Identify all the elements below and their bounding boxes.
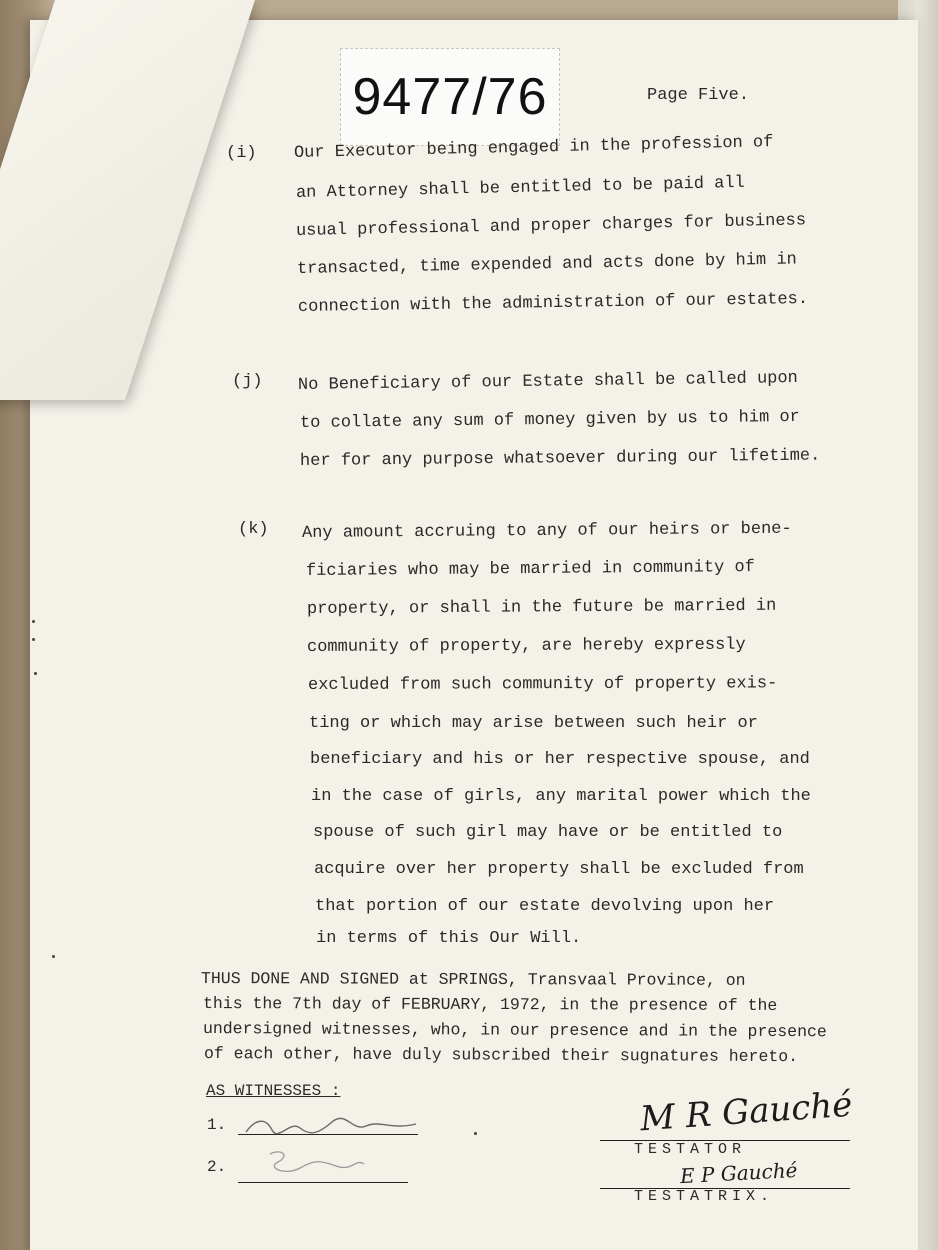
clause-k-line: ting or which may arise between such heir or [309, 714, 758, 733]
clause-i-line: connection with the administration of our estates. [297, 289, 809, 317]
attestation-line: of each other, have duly subscribed their sugnatures hereto. [203, 1044, 799, 1067]
clause-i-line: usual professional and proper charges for business [295, 211, 807, 241]
attestation-line: this the 7th day of FEBRUARY, 1972, in the presence of the [202, 994, 778, 1016]
attestation-line: undersigned witnesses, who, in our presence and in the presence [202, 1019, 827, 1042]
margin-mark [32, 638, 35, 641]
testatrix-signature: E P Gauché [679, 1157, 799, 1189]
attestation-line: THUS DONE AND SIGNED at SPRINGS, Transvaal Province, on [200, 969, 746, 990]
margin-mark [32, 620, 35, 623]
witness-1-signature [242, 1114, 422, 1140]
witness-2-signature [260, 1146, 370, 1180]
clause-k-line: spouse of such girl may have or be entitled to [313, 823, 783, 842]
clause-k-line: acquire over her property shall be excluded from [314, 860, 804, 879]
clause-k-line: Any amount accruing to any of our heirs or bene- [301, 519, 792, 543]
document-page [30, 20, 918, 1250]
clause-j-line: her for any purpose whatsoever during our lifetime. [299, 446, 821, 471]
stray-mark [474, 1132, 477, 1135]
clause-j-line: No Beneficiary of our Estate shall be called upon [297, 369, 798, 395]
clause-k-letter: (k) [238, 520, 269, 539]
clause-k-line: ficiaries who may be married in community of [305, 558, 755, 581]
clause-j-letter: (j) [232, 372, 263, 391]
clause-i-line: an Attorney shall be entitled to be paid all [295, 173, 745, 203]
margin-mark [34, 672, 37, 675]
margin-mark [52, 955, 55, 958]
clause-k-line: in terms of this Our Will. [316, 929, 582, 948]
clause-i-line: Our Executor being engaged in the profession of [293, 133, 774, 163]
clause-k-line: that portion of our estate devolving upon her [315, 897, 775, 916]
clause-k-line: in the case of girls, any marital power which the [311, 787, 811, 806]
clause-j-line: to collate any sum of money given by us to him or [299, 407, 800, 433]
folded-previous-page [0, 0, 255, 400]
clause-k-line: beneficiary and his or her respective spouse, and [310, 750, 810, 769]
clause-k-line: community of property, are hereby expressly [306, 635, 746, 657]
witness-number: 1. [207, 1116, 227, 1134]
clause-k-line: excluded from such community of property exis- [307, 674, 778, 695]
testatrix-label: TESTATRIX. [634, 1188, 775, 1205]
clause-i-line: transacted, time expended and acts done by him in [296, 250, 797, 279]
witness-2-signature-line [238, 1182, 408, 1183]
witnesses-heading: AS WITNESSES : [206, 1082, 341, 1100]
testator-signature: M R Gauché [638, 1084, 854, 1140]
file-number-stamp: 9477/76 [340, 48, 560, 146]
witness-number: 2. [207, 1158, 227, 1176]
clause-k-line: property, or shall in the future be married in [306, 596, 777, 619]
testator-label: TESTATOR [634, 1141, 747, 1158]
page-label: Page Five. [647, 86, 750, 105]
clause-i-letter: (i) [226, 144, 257, 163]
